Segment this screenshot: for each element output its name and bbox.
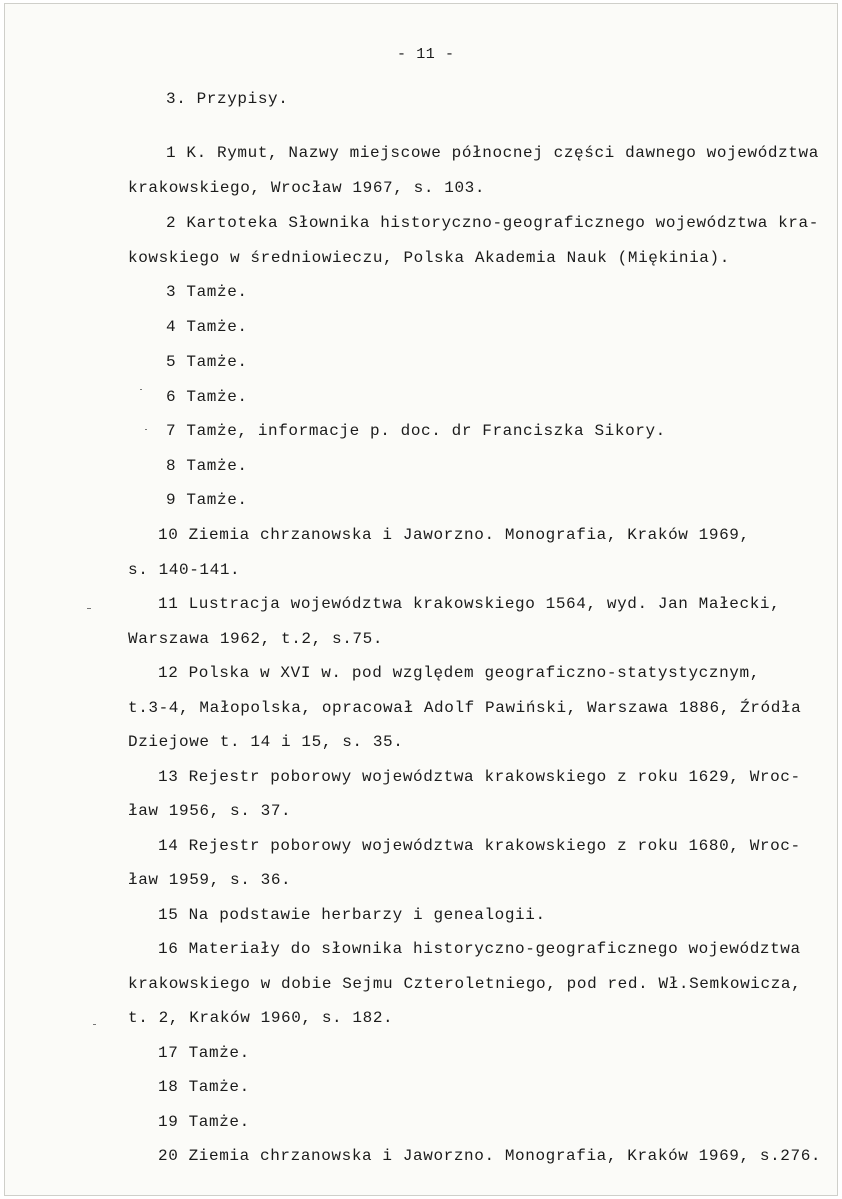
footnote-3: 3 Tamże.: [166, 283, 248, 301]
footnote-16-line-1: 16 Materiały do słownika historyczno-geograficznego województwa: [158, 940, 801, 958]
footnote-13-line-2: ław 1956, s. 37.: [128, 802, 292, 820]
footnote-16-line-3: t. 2, Kraków 1960, s. 182.: [128, 1009, 394, 1027]
footnote-1-line-1: 1 K. Rymut, Nazwy miejscowe północnej części dawnego województwa: [166, 144, 819, 162]
footnote-5: 5 Tamże.: [166, 353, 248, 371]
footnote-15: 15 Na podstawie herbarzy i genealogii.: [158, 906, 546, 924]
scan-speck: [87, 608, 91, 609]
scan-speck: [140, 389, 142, 390]
footnote-8: 8 Tamże.: [166, 457, 248, 475]
footnote-1-line-2: krakowskiego, Wrocław 1967, s. 103.: [128, 179, 486, 197]
footnote-10-line-1: 10 Ziemia chrzanowska i Jaworzno. Monografia, Kraków 1969,: [158, 526, 750, 544]
section-heading: 3. Przypisy.: [166, 90, 289, 108]
footnote-14-line-1: 14 Rejestr poborowy województwa krakowskiego z roku 1680, Wroc-: [158, 837, 801, 855]
footnote-7: 7 Tamże, informacje p. doc. dr Franciszka Sikory.: [166, 422, 666, 440]
footnote-12-line-2: t.3-4, Małopolska, opracował Adolf Pawiński, Warszawa 1886, Źródła: [128, 699, 802, 717]
page-number: - 11 -: [397, 46, 455, 63]
footnote-18: 18 Tamże.: [158, 1078, 250, 1096]
footnote-14-line-2: ław 1959, s. 36.: [128, 871, 292, 889]
document-page: [4, 3, 838, 1196]
footnote-4: 4 Tamże.: [166, 318, 248, 336]
footnote-2-line-2: kowskiego w średniowieczu, Polska Akademia Nauk (Miękinia).: [128, 249, 730, 267]
footnote-9: 9 Tamże.: [166, 491, 248, 509]
footnote-12-line-1: 12 Polska w XVI w. pod względem geograficzno-statystycznym,: [158, 664, 760, 682]
footnote-16-line-2: krakowskiego w dobie Sejmu Czteroletniego, pod red. Wł.Semkowicza,: [128, 975, 802, 993]
scan-speck: [145, 429, 147, 430]
footnote-2-line-1: 2 Kartoteka Słownika historyczno-geograficznego województwa kra-: [166, 214, 819, 232]
footnote-10-line-2: s. 140-141.: [128, 561, 241, 579]
footnote-12-line-3: Dziejowe t. 14 i 15, s. 35.: [128, 733, 404, 751]
footnote-20: 20 Ziemia chrzanowska i Jaworzno. Monografia, Kraków 1969, s.276.: [158, 1147, 822, 1165]
footnote-17: 17 Tamże.: [158, 1044, 250, 1062]
footnote-19: 19 Tamże.: [158, 1113, 250, 1131]
scan-speck: [93, 1024, 96, 1025]
footnote-11-line-1: 11 Lustracja województwa krakowskiego 1564, wyd. Jan Małecki,: [158, 595, 781, 613]
footnote-13-line-1: 13 Rejestr poborowy województwa krakowskiego z roku 1629, Wroc-: [158, 768, 801, 786]
footnote-6: 6 Tamże.: [166, 388, 248, 406]
footnote-11-line-2: Warszawa 1962, t.2, s.75.: [128, 630, 384, 648]
